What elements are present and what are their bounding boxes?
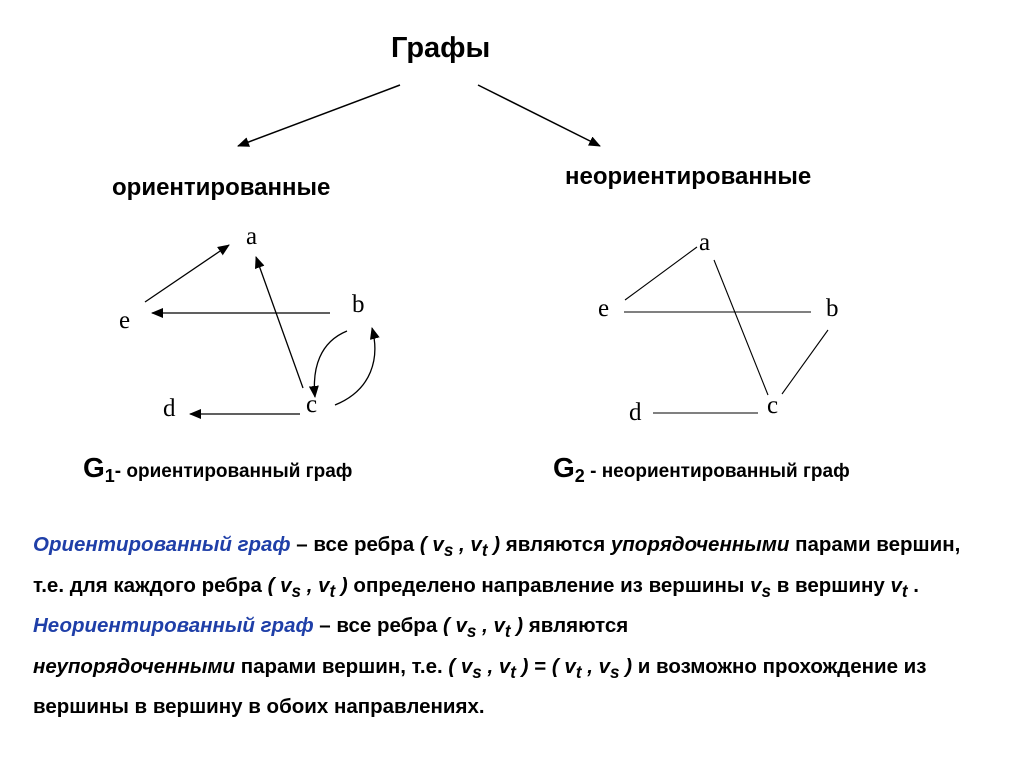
vertex-vt: $v_t$ [890, 573, 908, 601]
caption-g1-letter: G [83, 452, 105, 483]
edge-b-c [782, 330, 828, 394]
arrow-to-undirected [478, 85, 600, 146]
vertex-vs: $v_s$ [750, 573, 772, 601]
edge-pair-1: ( $v_s$ , $v_t$ ) [419, 533, 501, 561]
node-d-directed: d [163, 395, 176, 422]
edge-e-a [625, 247, 697, 300]
edge-e-to-a [145, 245, 229, 302]
category-directed-label: ориентированные [112, 174, 331, 201]
node-d-undirected: d [629, 399, 642, 426]
ordered-word: упорядоченными [610, 533, 790, 556]
node-e-undirected: e [598, 295, 610, 322]
edge-a-c [714, 260, 768, 395]
term-undirected-graph: Неориентированный граф [33, 614, 314, 638]
caption-g1-dash: - [114, 461, 122, 482]
definitions-text [33, 528, 993, 725]
node-e-directed: e [119, 307, 131, 334]
edge-pair-3: ( $v_s$ , $v_t$ ) [442, 614, 524, 642]
edge-pair-4: ( $v_s$ , $v_t$ ) [448, 654, 529, 682]
caption-g2-text: неориентированный граф [601, 461, 850, 482]
node-c-undirected: c [767, 392, 779, 419]
node-c-directed: c [306, 391, 318, 418]
caption-g2-letter: G [553, 452, 575, 483]
page-title: Графы [391, 32, 491, 64]
edge-pair-5: ( $v_t$ , $v_s$ ) [551, 654, 633, 682]
caption-g2 [553, 452, 850, 487]
edge-c-to-a [256, 257, 303, 388]
edge-pair-2: ( $v_s$ , $v_t$ ) [267, 573, 348, 601]
edge-c-to-b [335, 328, 375, 405]
node-a-undirected: a [699, 229, 711, 256]
category-undirected-label: неориентированные [565, 163, 812, 190]
node-b-undirected: b [826, 295, 839, 322]
term-directed-graph: Ориентированный граф [33, 533, 291, 556]
caption-g2-index: 2 [574, 465, 585, 486]
caption-g2-dash: - [584, 461, 602, 482]
arrow-to-directed [238, 85, 400, 146]
node-b-directed: b [352, 291, 365, 318]
definition-undirected: Неориентированный граф – все ребра ( $v_s$ , $v_t$ ) являются неупорядоченными парами вершин, т.е. ( $v_s$ , $v_t$ ) = ( $v_t$ , $v_s$ ) и возможно прохождение из вершины в вершину в обоих направлениях. [33, 614, 927, 719]
caption-g1 [83, 452, 352, 487]
definition-directed: Ориентированный граф – все ребра ( $v_s$ , $v_t$ ) являются упорядоченными парами вершин, т.е. для каждого ребра ( $v_s$ , $v_t$ ) определено направление из вершины $v_s$ в вершину $v_t$ . [33, 533, 961, 601]
edge-b-to-c [314, 331, 347, 397]
caption-g1-text: ориентированный граф [121, 461, 353, 482]
node-a-directed: a [246, 223, 258, 250]
unordered-word: неупорядоченными [33, 654, 236, 678]
caption-g1-index: 1 [104, 465, 115, 486]
